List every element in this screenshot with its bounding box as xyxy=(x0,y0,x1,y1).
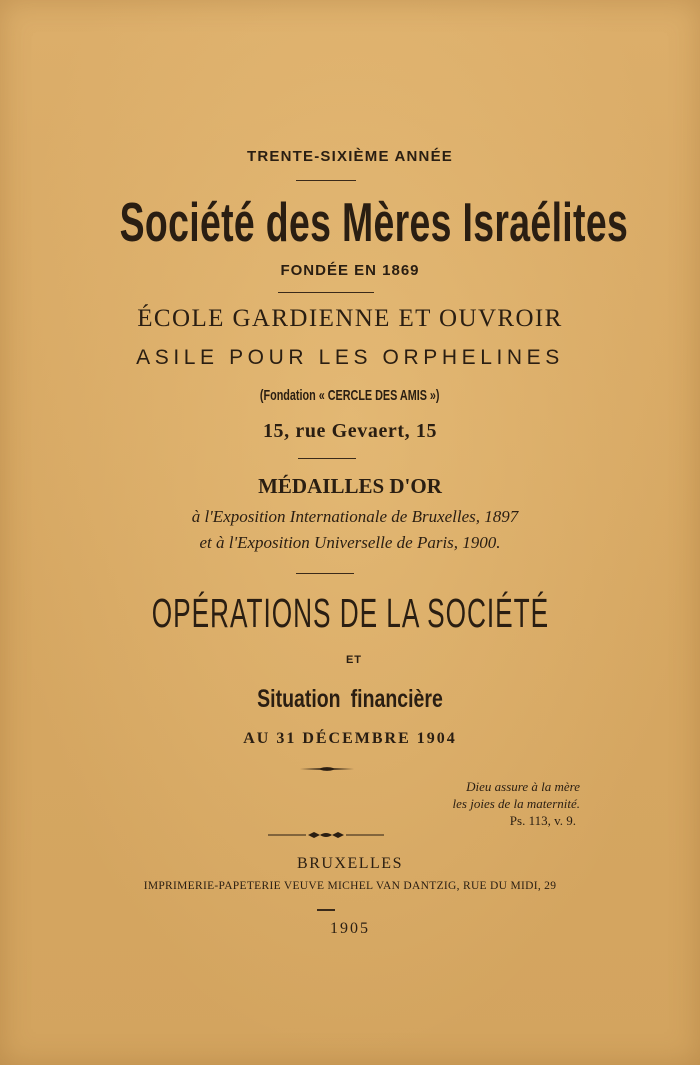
divider xyxy=(317,909,335,911)
report-subtitle: Situation financière xyxy=(257,685,443,713)
address: 15, rue Gevaert, 15 xyxy=(262,420,438,442)
ornament-divider-icon xyxy=(268,826,384,838)
report-title-wrap xyxy=(0,590,700,637)
epigraph-line-2: les joies de la maternité. xyxy=(452,796,580,811)
report-conjunction: ET xyxy=(345,654,363,666)
institution-line-1: ÉCOLE GARDIENNE ET OUVROIR xyxy=(137,305,563,332)
awards-line-2: et à l'Exposition Universelle de Paris, 1900. xyxy=(199,533,501,552)
foundation-wrap xyxy=(0,385,700,404)
epigraph-citation: Ps. 113, v. 9. xyxy=(509,813,576,828)
report-date: AU 31 DÉCEMBRE 1904 xyxy=(243,730,457,747)
divider xyxy=(298,458,356,459)
imprint-year: 1905 xyxy=(330,920,370,937)
divider xyxy=(278,292,374,293)
epigraph-line-1: Dieu assure à la mère xyxy=(466,779,580,794)
institution-line-2: ASILE POUR LES ORPHELINES xyxy=(136,346,564,369)
epigraph xyxy=(400,778,580,829)
founded-line: FONDÉE EN 1869 xyxy=(280,262,420,279)
imprint-printer: IMPRIMERIE-PAPETERIE VEUVE MICHEL VAN DANTZIG, RUE DU MIDI, 29 xyxy=(143,880,557,892)
report-title: OPÉRATIONS DE LA SOCIÉTÉ xyxy=(151,590,549,636)
society-title: Société des Mères Israélites xyxy=(119,191,629,253)
divider xyxy=(296,573,354,574)
year-line: TRENTE-SIXIÈME ANNÉE xyxy=(247,148,453,165)
awards-line-1: à l'Exposition Internationale de Bruxelles, 1897 xyxy=(191,507,519,526)
imprint-city: BRUXELLES xyxy=(297,855,403,872)
title-wrap xyxy=(0,190,700,260)
foundation-line: (Fondation « CERCLE DES AMIS ») xyxy=(260,387,440,404)
divider xyxy=(296,180,356,181)
ornament-rule-icon xyxy=(300,760,354,772)
report-subtitle-wrap xyxy=(0,685,700,714)
awards-heading: MÉDAILLES D'OR xyxy=(258,474,442,498)
